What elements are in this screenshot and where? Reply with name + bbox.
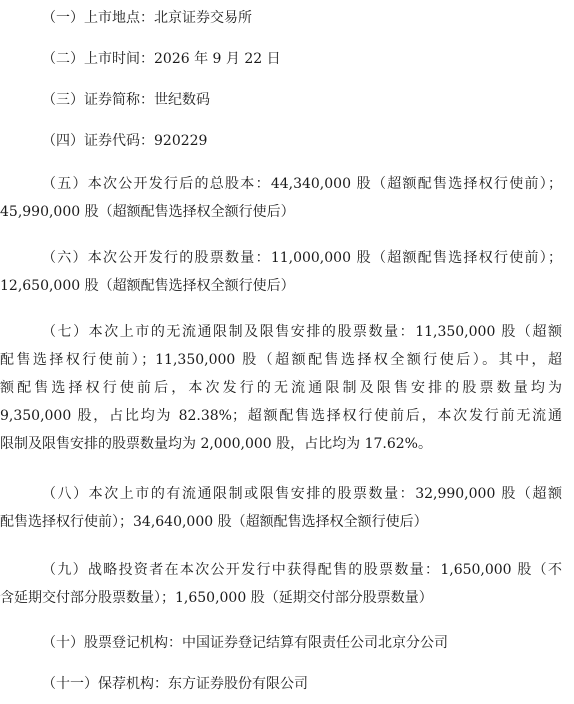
restricted-shares-line-1: （八）本次上市的有流通限制或限售安排的股票数量：32,990,000 股（超额	[42, 486, 562, 502]
total-share-capital-line-1: （五）本次公开发行后的总股本：44,340,000 股（超额配售选择权行使前）；	[42, 176, 562, 192]
unrestricted-shares-line-5: 限制及限售安排的股票数量均为 2,000,000 股，占比均为 17.62%。	[0, 436, 432, 452]
unrestricted-shares-line-3: 额配售选择权行使前后，本次发行的无流通限制及限售安排的股票数量均为	[0, 380, 562, 396]
offering-share-count-line-1: （六）本次公开发行的股票数量：11,000,000 股（超额配售选择权行使前）；	[42, 250, 562, 266]
total-share-capital-line-2: 45,990,000 股（超额配售选择权全额行使后）	[0, 204, 295, 220]
sponsor-institution-line: （十一）保荐机构：东方证券股份有限公司	[42, 676, 308, 692]
offering-share-count-line-2: 12,650,000 股（超额配售选择权全额行使后）	[0, 278, 295, 294]
restricted-shares-line-2: 配售选择权行使前）；34,640,000 股（超额配售选择权全额行使后）	[0, 514, 428, 530]
security-abbreviation-line: （三）证券简称：世纪数码	[42, 92, 210, 108]
strategic-investor-line-2: 含延期交付部分股票数量）；1,650,000 股（延期交付部分股票数量）	[0, 590, 433, 606]
unrestricted-shares-line-2: 配售选择权行使前）；11,350,000 股（超额配售选择权全额行使后）。其中，超	[0, 352, 562, 368]
unrestricted-shares-line-1: （七）本次上市的无流通限制及限售安排的股票数量：11,350,000 股（超额	[42, 324, 562, 340]
listing-venue-line: （一）上市地点：北京证券交易所	[42, 10, 252, 26]
strategic-investor-line-1: （九）战略投资者在本次公开发行中获得配售的股票数量：1,650,000 股（不	[42, 562, 562, 578]
unrestricted-shares-line-4: 9,350,000 股，占比均为 82.38%；超额配售选择权行使前后，本次发行前无流通	[0, 408, 562, 424]
listing-date-line: （二）上市时间：2026 年 9 月 22 日	[42, 51, 281, 67]
registration-institution-line: （十）股票登记机构：中国证券登记结算有限责任公司北京分公司	[42, 635, 448, 651]
security-code-line: （四）证券代码：920229	[42, 133, 208, 149]
